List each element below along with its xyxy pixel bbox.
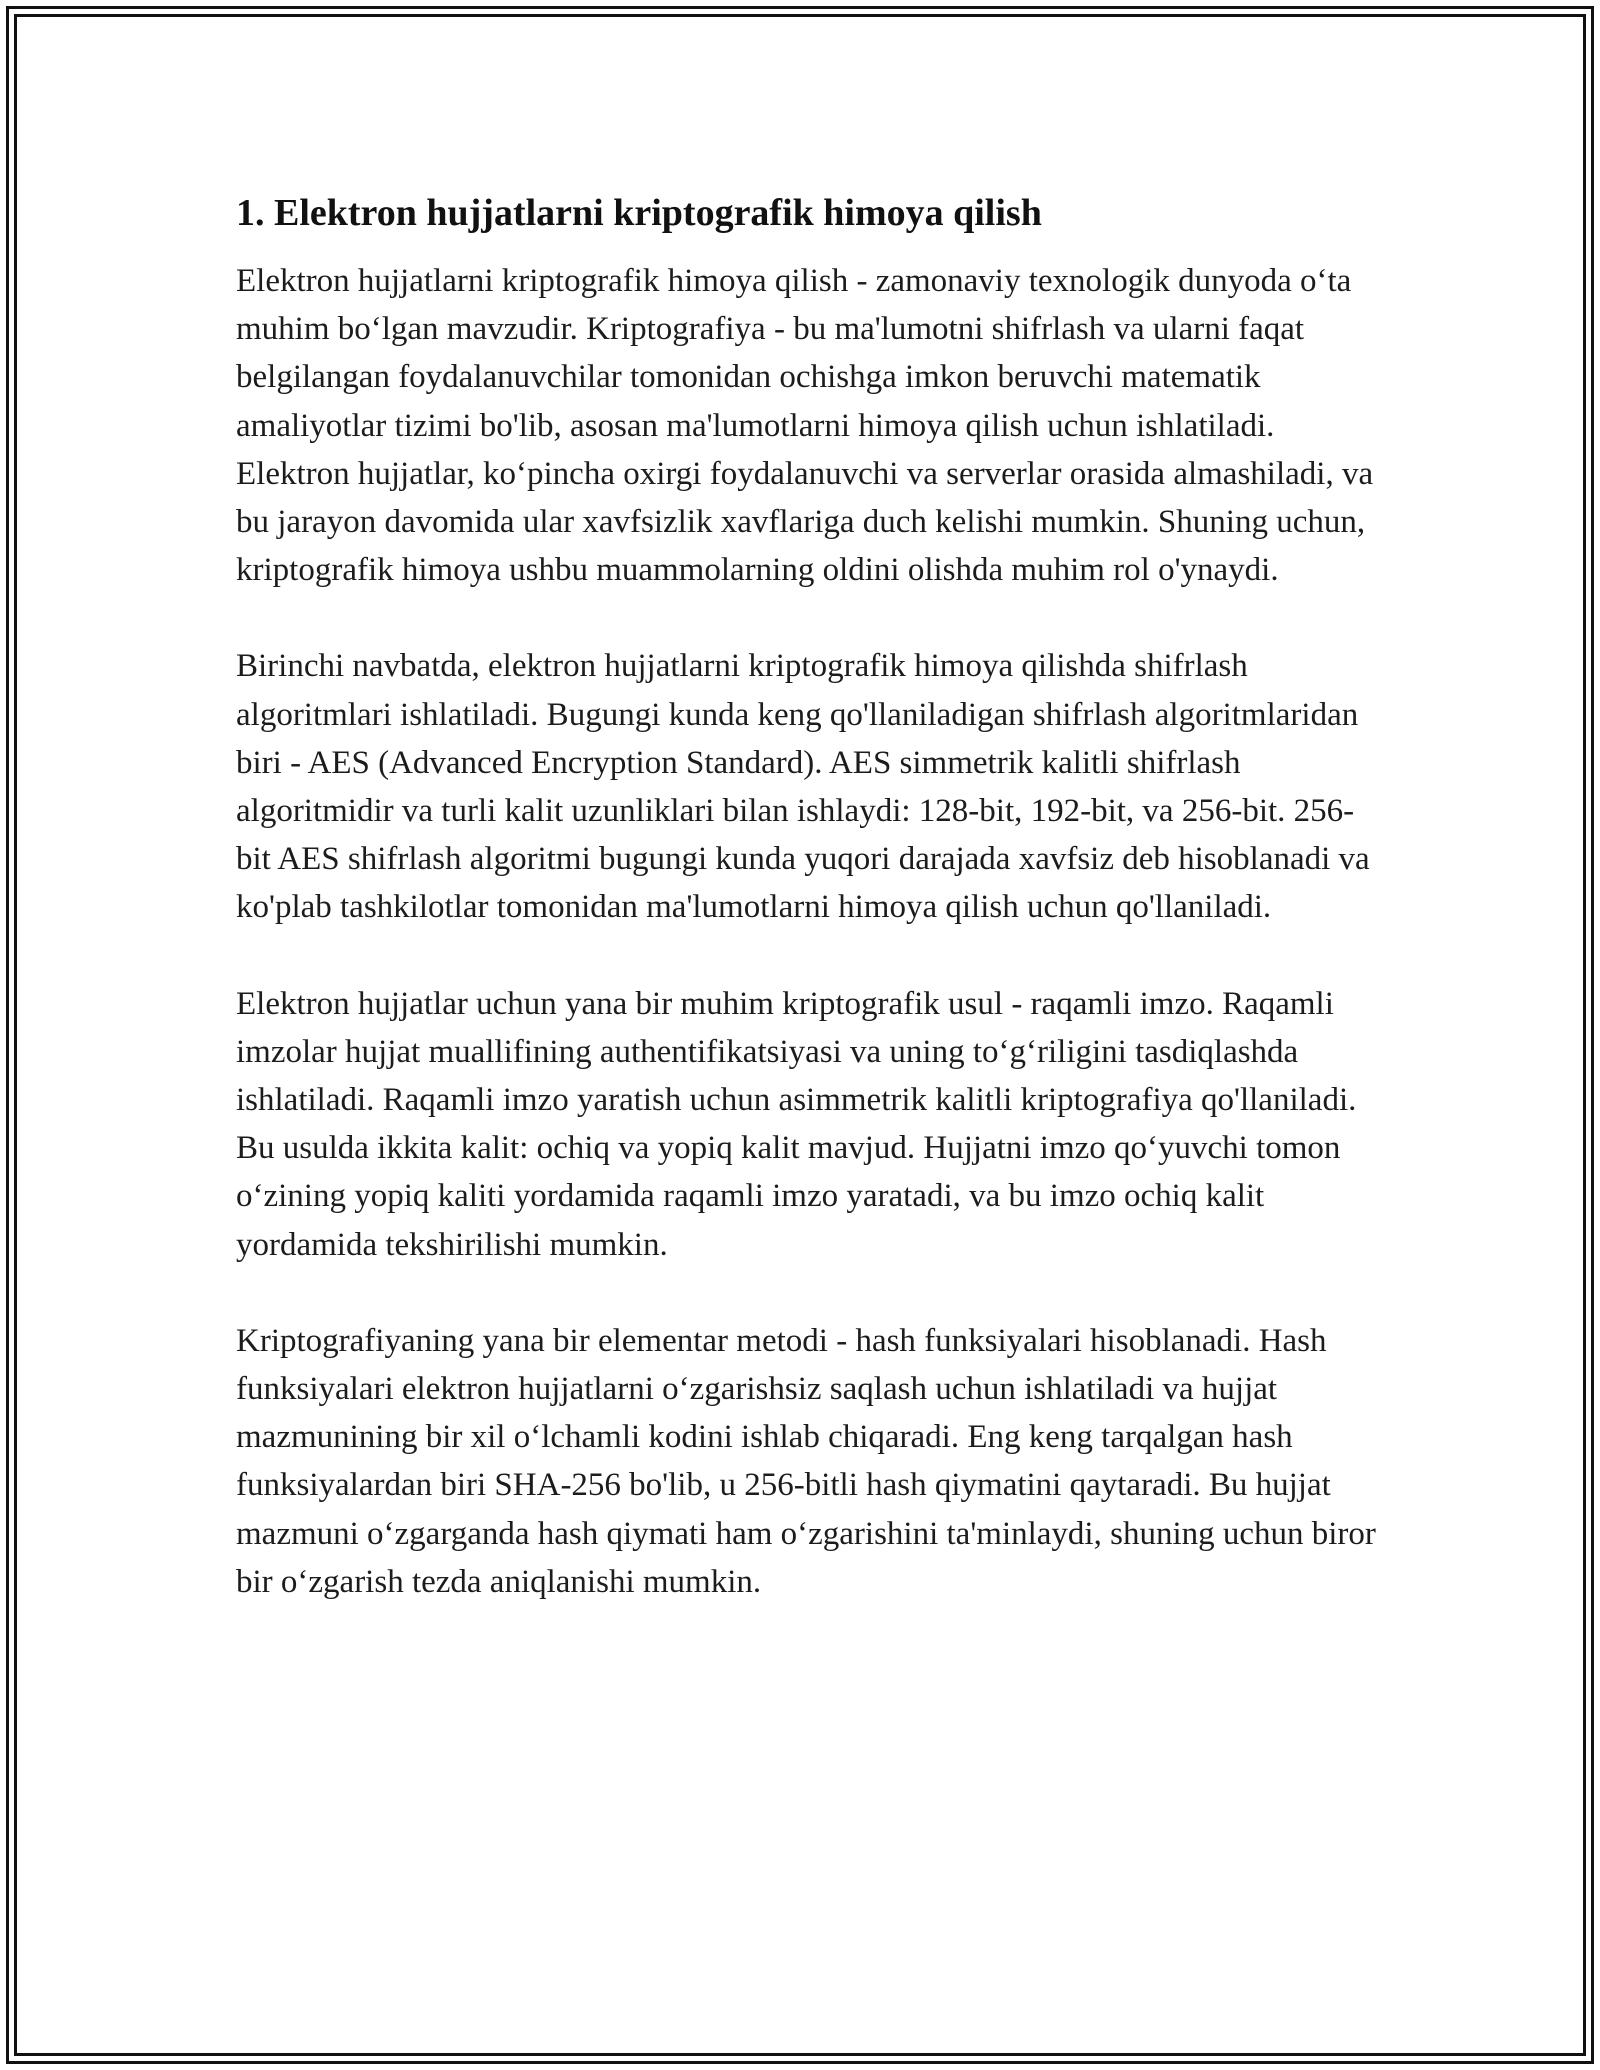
paragraph-intro: Elektron hujjatlarni kriptografik himoya qilish - zamonaviy texnologik dunyoda o‘ta muhim bo‘lgan mavzudir. Kriptografiya - bu ma'lumotni shifrlash va ularni faqat belgilangan foydalanuvchilar tomonidan ochishga imkon beruvchi matematik amaliyotlar tizimi bo'lib, asosan ma'lumotlarni himoya qilish uchun ishlatiladi. Elektron hujjatlar, ko‘pincha oxirgi foydalanuvchi va serverlar orasida almashiladi, va bu jarayon davomida ular xavfsizlik xavflariga duch kelishi mumkin. Shuning uchun, kriptografik himoya ushbu muammolarning oldini olishda muhim rol o'ynaydi. [236,263,1374,589]
paragraph-aes: Birinchi navbatda, elektron hujjatlarni kriptografik himoya qilishda shifrlash algoritmlari ishlatiladi. Bugungi kunda keng qo'llaniladigan shifrlash algoritmlaridan biri - AES (Advanced Encryption Standard). AES simmetrik kalitli shifrlash algoritmidir va turli kalit uzunliklari bilan ishlaydi: 128-bit, 192-bit, va 256-bit. 256-bit AES shifrlash algoritmi bugungi kunda yuqori darajada xavfsiz deb hisoblanadi va ko'plab tashkilotlar tomonidan ma'lumotlarni himoya qilish uchun qo'llaniladi. [236,648,1370,926]
paragraph-digital-signature: Elektron hujjatlar uchun yana bir muhim kriptografik usul - raqamli imzo. Raqamli imzolar hujjat muallifining authentifikatsiyasi va uning to‘g‘riligini tasdiqlashda ishlatiladi. Raqamli imzo yaratish uchun asimmetrik kalitli kriptografiya qo'llaniladi. Bu usulda ikkita kalit: ochiq va yopiq kalit mavjud. Hujjatni imzo qo‘yuvchi tomon o‘zining yopiq kaliti yordamida raqamli imzo yaratadi, va bu imzo ochiq kalit yordamida tekshirilishi mumkin. [236,985,1357,1263]
section-heading: 1. Elektron hujjatlarni kriptografik himoya qilish [236,192,1042,234]
paragraph-hash-functions: Kriptografiyaning yana bir elementar metodi - hash funksiyalari hisoblanadi. Hash funksiyalari elektron hujjatlarni o‘zgarishsiz saqlash uchun ishlatiladi va hujjat mazmunining bir xil o‘lchamli kodini ishlab chiqaradi. Eng keng tarqalgan hash funksiyalardan biri SHA-256 bo'lib, u 256-bitli hash qiymatini qaytaradi. Bu hujjat mazmuni o‘zgarganda hash qiymati ham o‘zgarishini ta'minlaydi, shuning uchun biror bir o‘zgarish tezda aniqlanishi mumkin. [236,1322,1376,1600]
document-body [236,186,1381,1654]
